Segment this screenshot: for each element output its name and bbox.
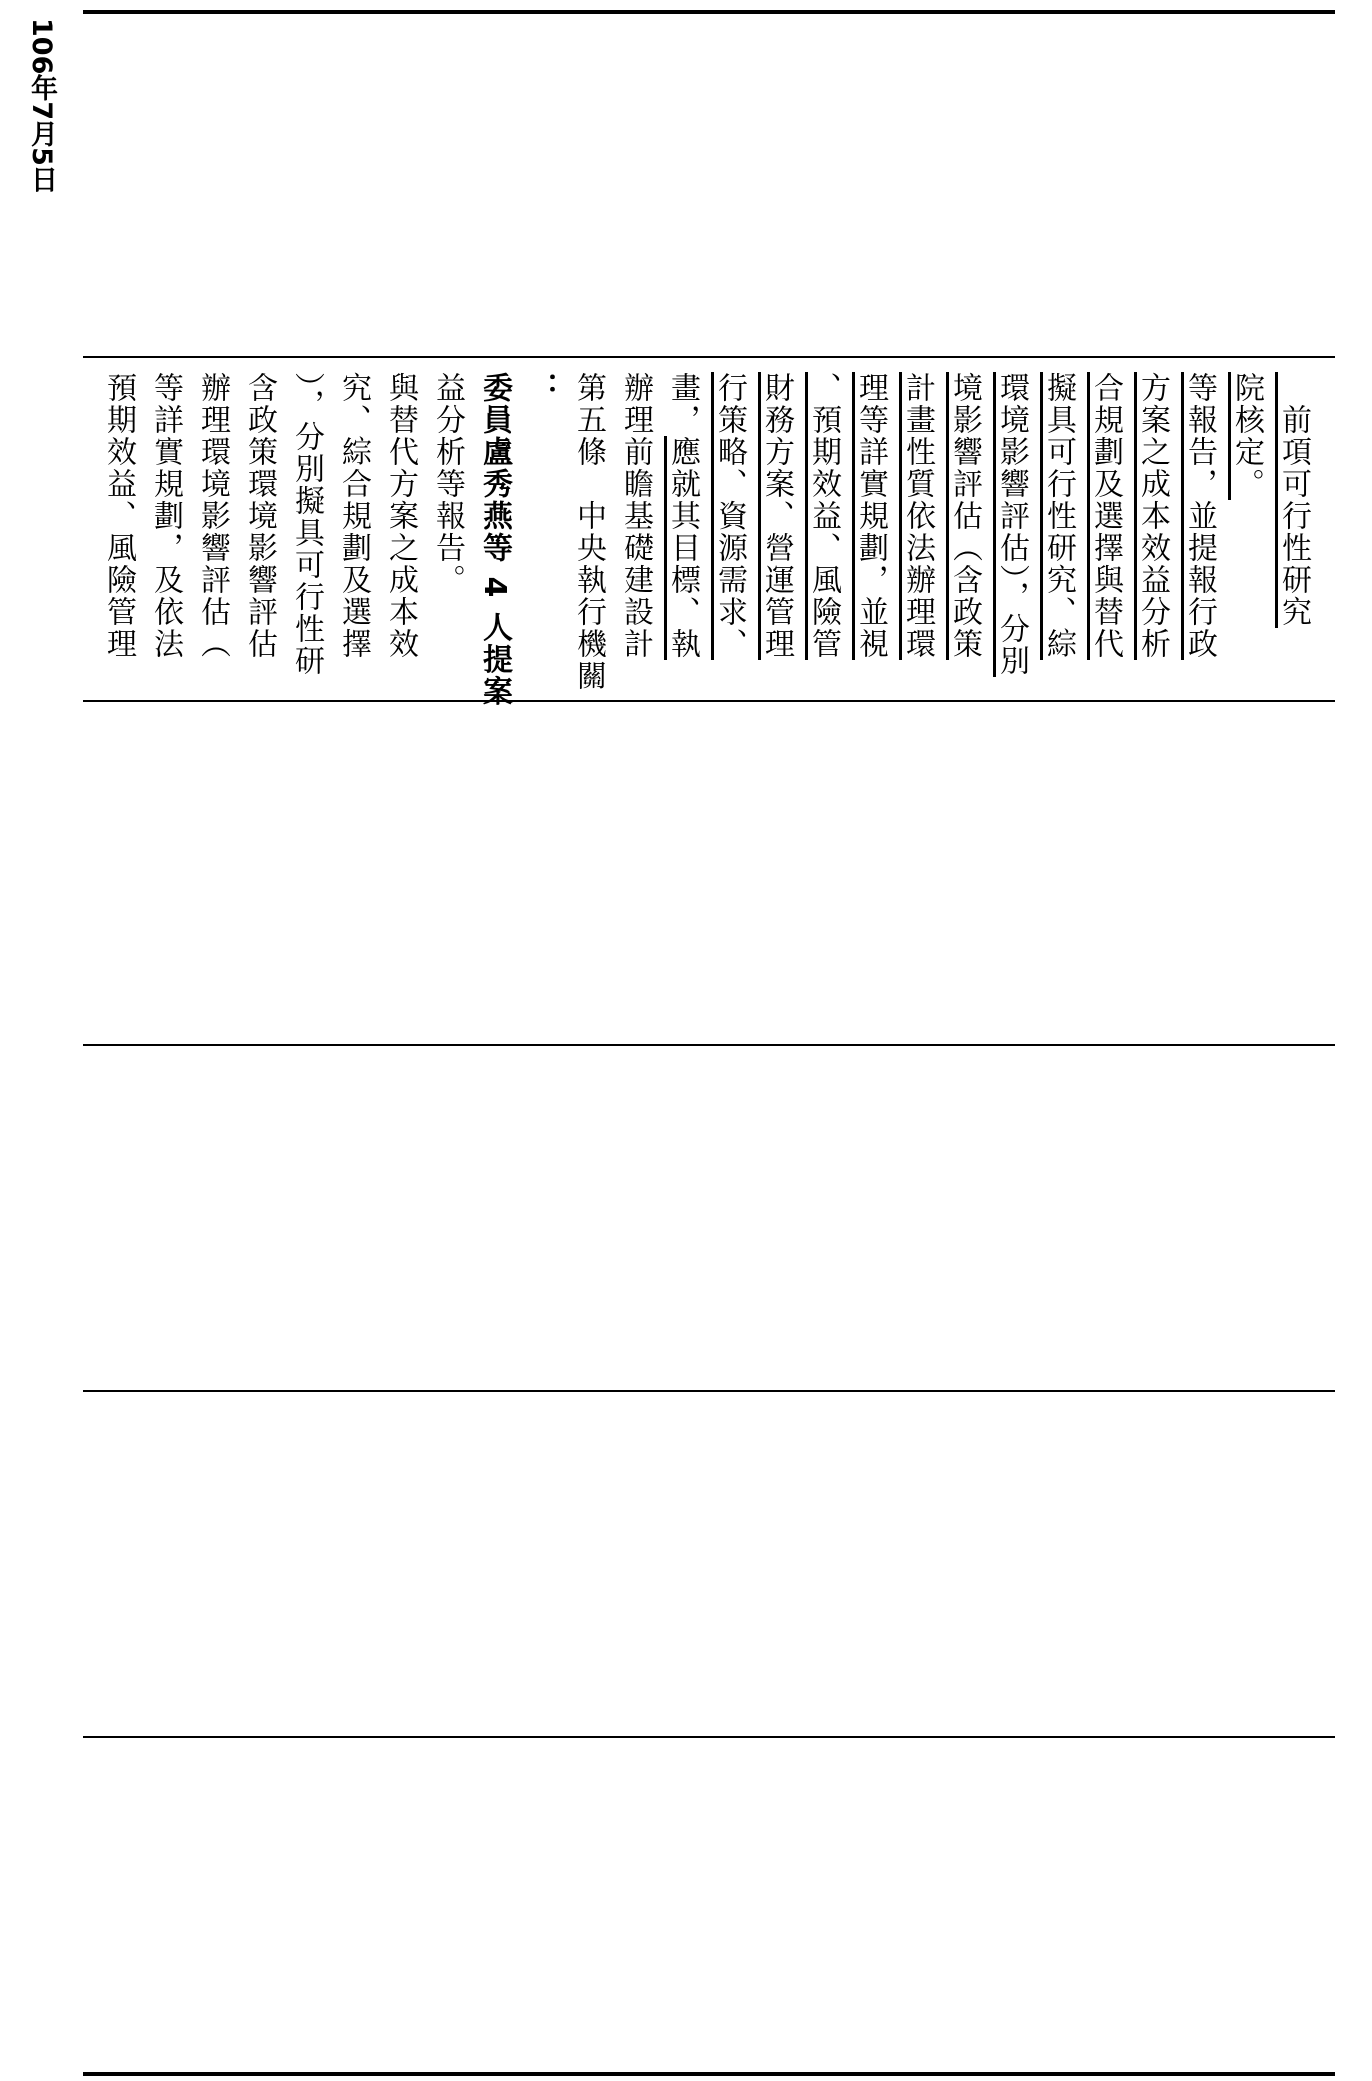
- text-column: 環境影響評估），分別: [994, 372, 1029, 677]
- text-column: ），分別擬具可行性研: [289, 372, 324, 677]
- text-column: 委員盧秀燕等 4 人提案: [477, 372, 512, 708]
- table-top-border: [83, 10, 1335, 14]
- text-column: ：: [524, 372, 559, 404]
- text-column: 理等詳實規劃，並視: [853, 372, 888, 660]
- text-column: 預期效益、風險管理: [101, 372, 136, 660]
- row-divider: [83, 1390, 1335, 1392]
- text-column: 院核定。: [1229, 372, 1264, 500]
- text-column: 益分析等報告。: [430, 372, 465, 596]
- text-column: 等報告，並提報行政: [1182, 372, 1217, 660]
- text-column: 計畫性質依法辦理環: [900, 372, 935, 660]
- text-column: 財務方案、營運管理: [759, 372, 794, 660]
- row-divider: [83, 1044, 1335, 1046]
- text-column: 究、綜合規劃及選擇: [336, 372, 371, 660]
- text-column: 第五條 中央執行機關: [571, 372, 606, 692]
- text-column: 辦理環境影響評估（: [195, 372, 230, 660]
- text-column: 畫，應就其目標、執: [665, 372, 700, 660]
- text-column: 含政策環境影響評估: [242, 372, 277, 660]
- text-column: 、預期效益、風險管: [806, 372, 841, 660]
- row-divider: [83, 356, 1335, 358]
- document-date: 106年7月5日: [26, 18, 57, 193]
- text-column: 與替代方案之成本效: [383, 372, 418, 660]
- text-column: 方案之成本效益分析: [1135, 372, 1170, 660]
- table-bottom-border: [83, 2072, 1335, 2076]
- text-column: 擬具可行性研究、綜: [1041, 372, 1076, 660]
- text-column: 境影響評估（含政策: [947, 372, 982, 660]
- text-column: 行策略、資源需求、: [712, 372, 747, 660]
- text-column: 合規劃及選擇與替代: [1088, 372, 1123, 660]
- text-column: 辦理前瞻基礎建設計: [618, 372, 653, 660]
- text-column: 等詳實規劃，及依法: [148, 372, 183, 660]
- row-divider: [83, 1736, 1335, 1738]
- text-column: 前項可行性研究: [1276, 372, 1311, 628]
